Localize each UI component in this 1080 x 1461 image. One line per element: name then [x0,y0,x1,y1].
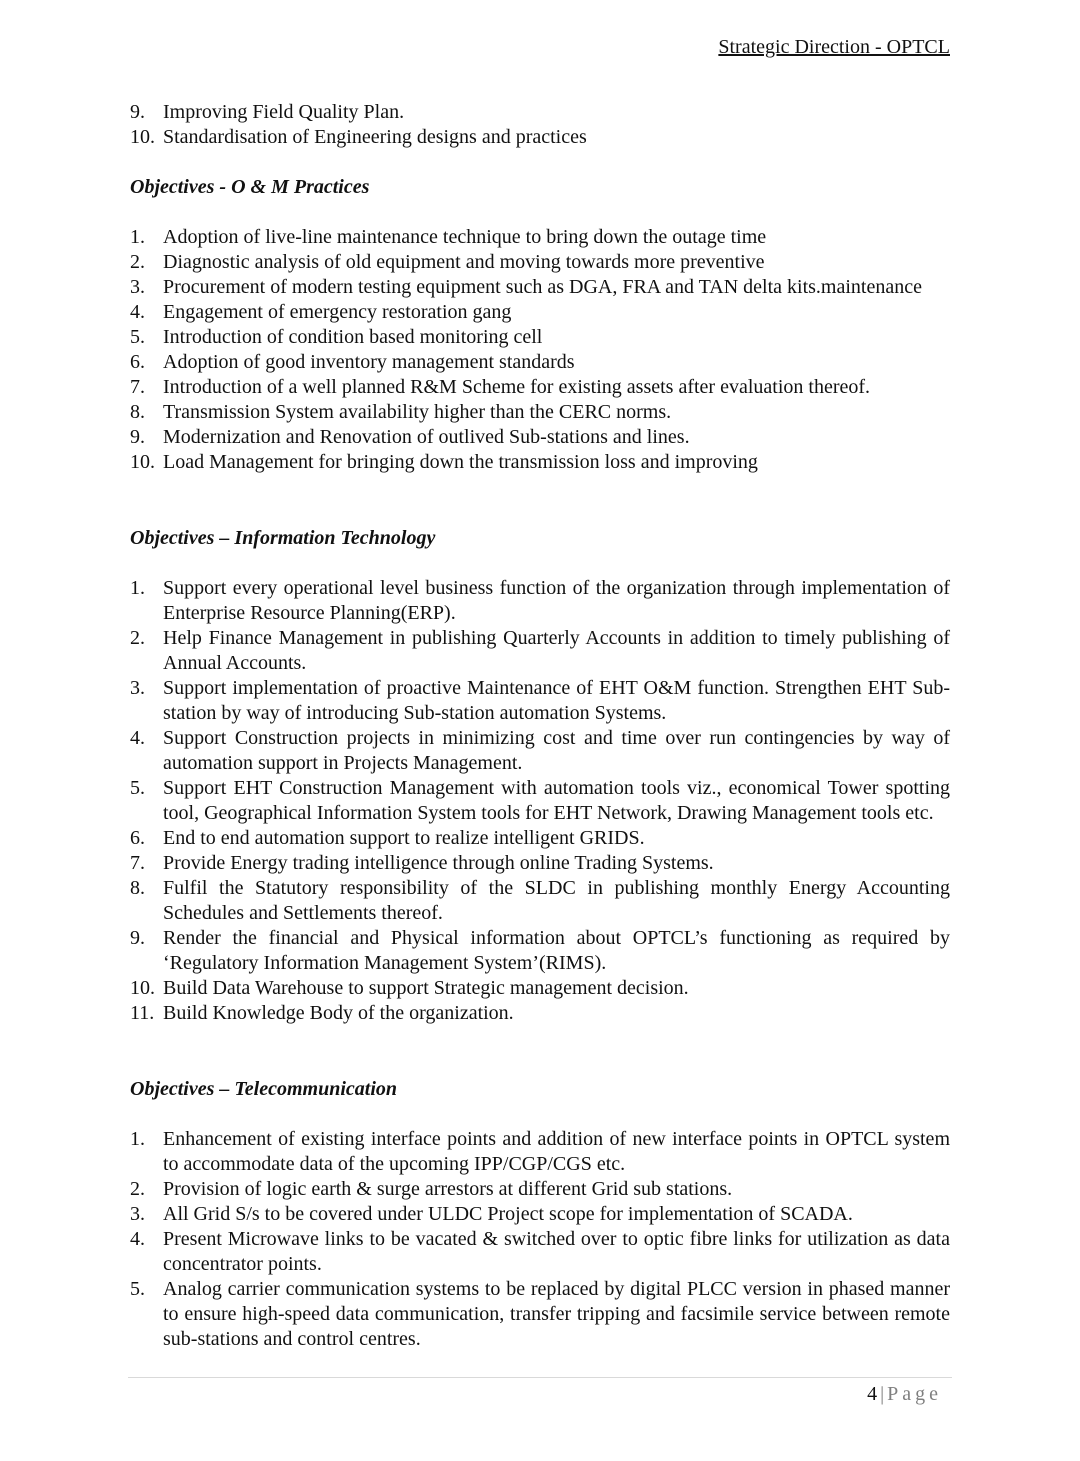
information-technology-list [130,576,950,1026]
list-item [130,250,950,275]
list-item-number: 8. [130,401,145,423]
list-item [130,851,950,876]
list-item-number: 4. [130,1228,145,1250]
list-item [130,375,950,400]
list-item-number: 11. [130,1002,155,1024]
list-item [130,726,950,776]
list-item-text: Support every operational level business function of the organization through implementation of Enterprise Resource Planning(ERP). [163,577,950,624]
list-item-number: 3. [130,1203,145,1225]
list-item-number: 6. [130,351,145,373]
page-footer [867,1382,942,1407]
section-heading: Objectives - O & M Practices [130,176,370,198]
list-item-number: 10. [130,977,155,999]
list-item [130,225,950,250]
telecommunication-list [130,1127,950,1352]
list-item-number: 2. [130,251,145,273]
list-item-text: Enhancement of existing interface points and addition of new interface points in OPTCL system to accommodate data of the upcoming IPP/CGP/CGS etc. [163,1128,950,1175]
intro-list-block [130,100,950,150]
list-item [130,125,950,150]
list-item-text: Support implementation of proactive Maintenance of EHT O&M function. Strengthen EHT Sub-station by way of introducing Sub-station automation Systems. [163,677,950,724]
list-item-text: Build Knowledge Body of the organization. [163,1002,514,1024]
list-item [130,826,950,851]
section-heading: Objectives – Information Technology [130,527,436,549]
list-item-number: 3. [130,677,145,699]
list-item [130,425,950,450]
list-item-number: 9. [130,927,145,949]
list-item-text: Analog carrier communication systems to be replaced by digital PLCC version in phased manner to ensure high-speed data communication, transfer tripping and facsimile service between remote sub-stations and control centres. [163,1278,950,1350]
list-item-text: Procurement of modern testing equipment such as DGA, FRA and TAN delta kits.maintenance [163,276,922,298]
list-item [130,400,950,425]
list-item-number: 7. [130,852,145,874]
list-item-text: Help Finance Management in publishing Quarterly Accounts in addition to timely publishing of Annual Accounts. [163,627,950,674]
list-item-number: 9. [130,101,145,123]
list-item-text: Provide Energy trading intelligence through online Trading Systems. [163,852,714,874]
list-item [130,325,950,350]
page-number: 4 [867,1383,878,1405]
list-item-number: 8. [130,877,145,899]
list-item-text: Diagnostic analysis of old equipment and moving towards more preventive [163,251,765,273]
list-item-text: Support EHT Construction Management with automation tools viz., economical Tower spotting tool, Geographical Information System tools for EHT Network, Drawing Management tools etc. [163,777,950,824]
section-heading: Objectives – Telecommunication [130,1078,398,1100]
list-item [130,1127,950,1177]
list-item-number: 5. [130,777,145,799]
section-information-technology [130,526,950,1026]
list-item-text: Adoption of good inventory management standards [163,351,575,373]
list-item [130,1177,950,1202]
list-item-text: Load Management for bringing down the transmission loss and improving [163,451,758,473]
footer-separator: | [880,1383,885,1405]
list-item-text: All Grid S/s to be covered under ULDC Project scope for implementation of SCADA. [163,1203,853,1225]
om-practices-list [130,225,950,475]
list-item-text: Fulfil the Statutory responsibility of the SLDC in publishing monthly Energy Accounting Schedules and Settlements thereof. [163,877,950,924]
list-item [130,576,950,626]
list-item-number: 10. [130,126,155,148]
list-item [130,976,950,1001]
list-item [130,275,950,300]
list-item-number: 5. [130,1278,145,1300]
intro-list [130,100,950,150]
list-item-number: 4. [130,301,145,323]
list-item [130,776,950,826]
list-item [130,300,950,325]
footer-divider [128,1377,952,1378]
list-item [130,1277,950,1352]
list-item [130,926,950,976]
list-item-text: Improving Field Quality Plan. [163,101,405,123]
list-item-number: 10. [130,451,155,473]
list-item-text: Engagement of emergency restoration gang [163,301,512,323]
list-item-number: 7. [130,376,145,398]
list-item-text: Adoption of live-line maintenance technique to bring down the outage time [163,226,767,248]
section-telecommunication [130,1077,950,1352]
list-item-number: 3. [130,276,145,298]
document-header-title: Strategic Direction - OPTCL [718,36,950,58]
list-item [130,1227,950,1277]
list-item-text: Introduction of a well planned R&M Scheme for existing assets after evaluation thereof. [163,376,871,398]
list-item-text: Render the financial and Physical information about OPTCL’s functioning as required by ‘Regulatory Information Management System’(RIMS). [163,927,950,974]
list-item [130,676,950,726]
list-item-text: Standardisation of Engineering designs and practices [163,126,587,148]
list-item-number: 1. [130,577,145,599]
list-item-text: Support Construction projects in minimizing cost and time over run contingencies by way of automation support in Projects Management. [163,727,950,774]
list-item-text: Modernization and Renovation of outlived Sub-stations and lines. [163,426,690,448]
section-om-practices [130,175,950,475]
list-item-number: 5. [130,326,145,348]
list-item-text: End to end automation support to realize intelligent GRIDS. [163,827,645,849]
list-item [130,450,950,475]
list-item-text: Transmission System availability higher than the CERC norms. [163,401,672,423]
list-item [130,626,950,676]
list-item [130,876,950,926]
list-item-number: 4. [130,727,145,749]
list-item-number: 9. [130,426,145,448]
list-item-number: 2. [130,627,145,649]
list-item [130,350,950,375]
list-item-text: Present Microwave links to be vacated & switched over to optic fibre links for utilization as data concentrator points. [163,1228,950,1275]
list-item [130,100,950,125]
list-item-number: 6. [130,827,145,849]
list-item-number: 2. [130,1178,145,1200]
list-item [130,1202,950,1227]
list-item-text: Provision of logic earth & surge arrestors at different Grid sub stations. [163,1178,733,1200]
list-item [130,1001,950,1026]
list-item-number: 1. [130,226,145,248]
page-label: Page [887,1383,942,1405]
list-item-number: 1. [130,1128,145,1150]
list-item-text: Introduction of condition based monitoring cell [163,326,543,348]
list-item-text: Build Data Warehouse to support Strategic management decision. [163,977,689,999]
